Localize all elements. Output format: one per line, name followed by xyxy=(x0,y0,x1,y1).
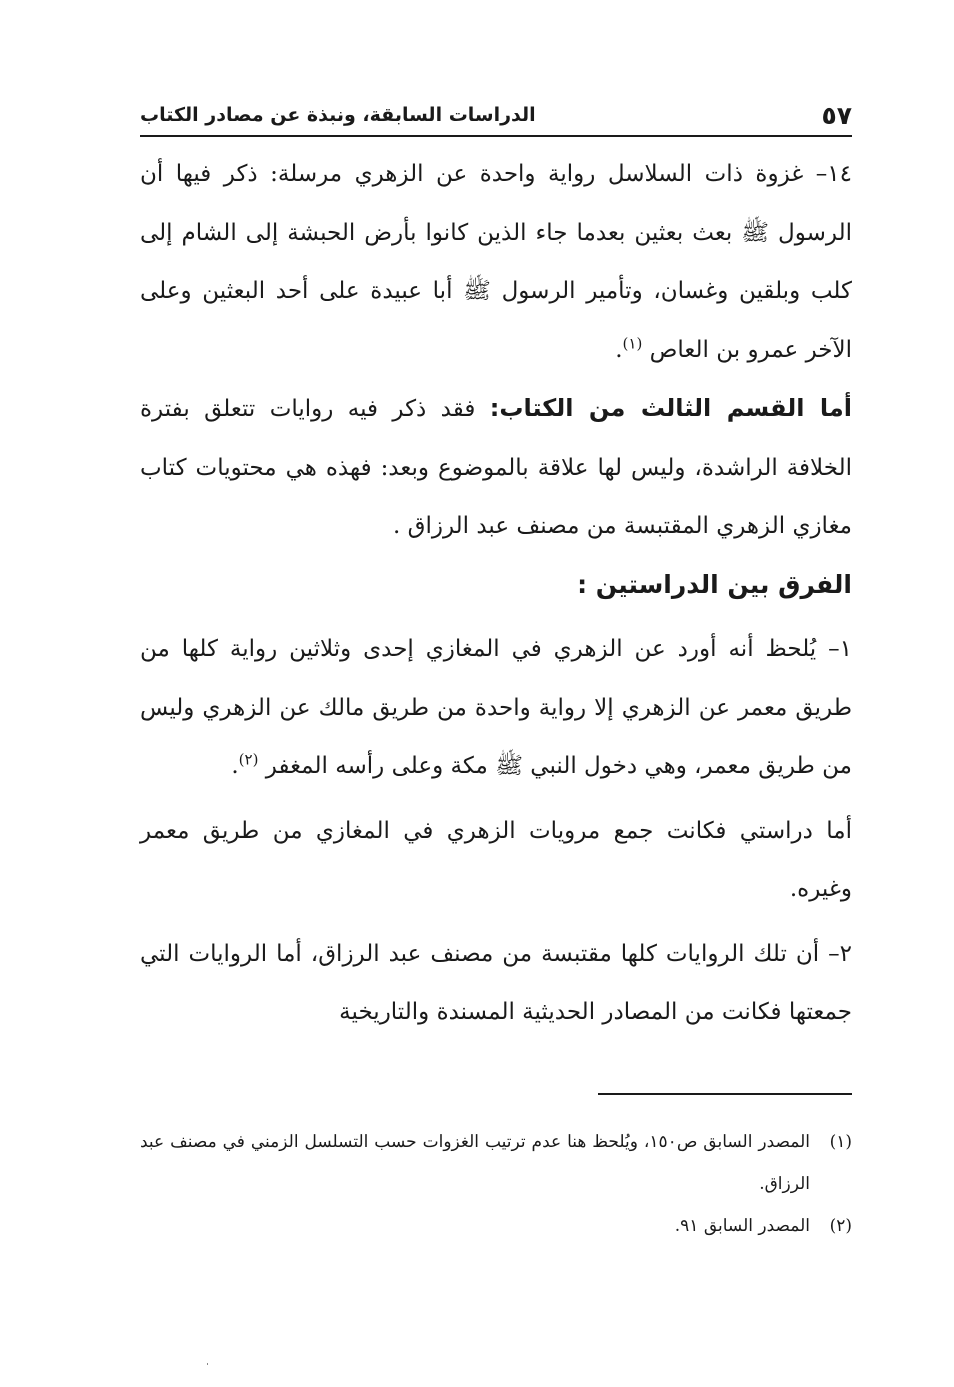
item-14-text: ١٤– غزوة ذات السلاسل رواية واحدة عن الزهري مرسلة: ذكر فيها أن الرسول ﷺ بعث بعثين بعدما جاء الذين كانوا بأرض الحبشة إلى الشام إلى كلب وبلقين وغسان، وتأمير الرسول ﷺ أبا عبيدة على أحد البعثين وعلى الآخر عمرو بن العاص xyxy=(140,161,852,363)
difference-heading: الفرق بين الدراستين : xyxy=(577,569,852,599)
footnote-ref-1[interactable]: (١) xyxy=(622,333,643,352)
third-section-text: فقد ذكر فيه روايات تتعلق بفترة الخلافة الراشدة، وليس لها علاقة بالموضوع وبعد: فهذه هي محتويات كتاب مغازي الزهري المقتبسة من مصنف عبد الرزاق . xyxy=(140,396,852,539)
paragraph-third-section xyxy=(140,379,852,556)
footnote-number: (١) xyxy=(829,1132,852,1152)
diff-1-end: . xyxy=(231,753,239,779)
footnotes xyxy=(140,1121,852,1247)
item-14-end: . xyxy=(615,336,623,363)
paragraph-item-14 xyxy=(140,145,852,379)
header-rule xyxy=(140,135,852,137)
footnote-ref-2[interactable]: (٢) xyxy=(238,750,259,769)
scan-speck xyxy=(207,1363,208,1365)
page xyxy=(140,95,852,1295)
footnote-1 xyxy=(140,1121,852,1205)
third-section-lead: أما القسم الثالث من الكتاب: xyxy=(489,394,852,422)
diff-1-text: ١– يُلحظ أنه أورد عن الزهري في المغازي إحدى وثلاثين رواية كلها من طريق معمر عن الزهري إلا رواية واحدة من طريق مالك عن الزهري وليس من طريق معمر، وهي دخول النبي ﷺ مكة وعلى رأسه المغفر xyxy=(140,636,852,779)
running-title: الدراسات السابقة، ونبذة عن مصادر الكتاب xyxy=(140,104,536,126)
body-text xyxy=(140,145,852,1042)
running-head xyxy=(140,95,852,135)
footnote-number: (٢) xyxy=(829,1216,852,1236)
paragraph-my-study: أما دراستي فكانت جمع مرويات الزهري في المغازي من طريق معمر وغيره. xyxy=(140,817,852,902)
page-number: ٥٧ xyxy=(821,100,852,130)
paragraph-diff-1 xyxy=(140,620,852,796)
footnote-2 xyxy=(140,1205,852,1247)
footnote-text: المصدر السابق ٩١. xyxy=(674,1216,810,1236)
footnote-separator xyxy=(598,1093,852,1095)
paragraph-diff-2: ٢– أن تلك الروايات كلها مقتبسة من مصنف عبد الرزاق، أما الروايات التي جمعتها فكانت من المصادر الحديثية المسندة والتاريخية xyxy=(140,940,852,1025)
footnote-text: المصدر السابق ص١٥٠، ويُلحظ هنا عدم ترتيب الغزوات حسب التسلسل الزمني في مصنف عبد الرزاق. xyxy=(140,1132,810,1194)
